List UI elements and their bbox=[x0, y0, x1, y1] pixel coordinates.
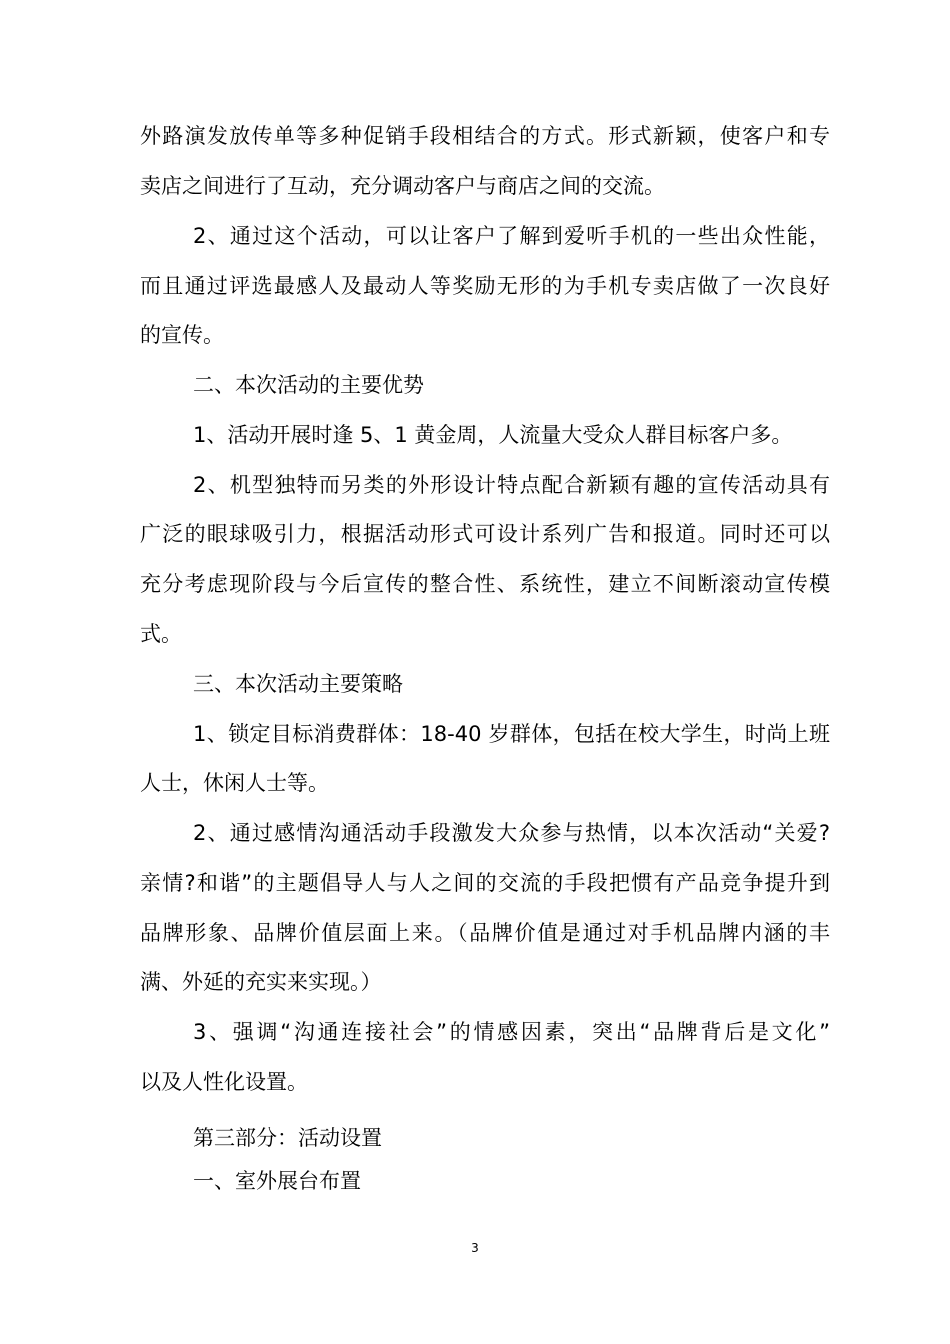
paragraph-start-line: 2、机型独特而另类的外形设计特点配合新颖有趣的宣传活动具有 bbox=[193, 473, 830, 497]
body-line: 卖店之间进行了互动，充分调动客户与商店之间的交流。 bbox=[140, 174, 665, 198]
paragraph-start-line: 1、锁定目标消费群体：18-40 岁群体，包括在校大学生，时尚上班 bbox=[193, 722, 830, 746]
paragraph-start-line: 1、活动开展时逢 5、1 黄金周，人流量大受众人群目标客户多。 bbox=[193, 423, 793, 447]
body-line: 品牌形象、品牌价值层面上来。（品牌价值是通过对手机品牌内涵的丰 bbox=[140, 921, 830, 945]
body-line: 满、外延的充实来实现。） bbox=[140, 970, 382, 994]
section-heading: 三、本次活动主要策略 bbox=[193, 672, 403, 696]
paragraph-start-line: 2、通过这个活动，可以让客户了解到爱听手机的一些出众性能， bbox=[193, 224, 830, 248]
body-line: 外路演发放传单等多种促销手段相结合的方式。形式新颖，使客户和专 bbox=[140, 124, 830, 148]
subsection-heading: 一、室外展台布置 bbox=[193, 1169, 361, 1193]
body-line: 人士，休闲人士等。 bbox=[140, 771, 329, 795]
body-line: 亲情?和谐”的主题倡导人与人之间的交流的手段把惯有产品竞争提升到 bbox=[140, 871, 830, 895]
body-line: 广泛的眼球吸引力，根据活动形式可设计系列广告和报道。同时还可以 bbox=[140, 522, 830, 546]
body-line: 式。 bbox=[140, 622, 182, 646]
section-heading: 二、本次活动的主要优势 bbox=[193, 373, 424, 397]
paragraph-start-line: 3、强调“沟通连接社会”的情感因素，突出“品牌背后是文化” bbox=[193, 1020, 830, 1044]
part-heading: 第三部分：活动设置 bbox=[193, 1126, 382, 1150]
body-line: 充分考虑现阶段与今后宣传的整合性、系统性，建立不间断滚动宣传模 bbox=[140, 572, 830, 596]
page-number: 3 bbox=[471, 1241, 479, 1255]
body-line: 以及人性化设置。 bbox=[140, 1070, 308, 1094]
body-line: 的宣传。 bbox=[140, 323, 224, 347]
body-line: 而且通过评选最感人及最动人等奖励无形的为手机专卖店做了一次良好 bbox=[140, 274, 830, 298]
paragraph-start-line: 2、通过感情沟通活动手段激发大众参与热情，以本次活动“关爱? bbox=[193, 821, 830, 845]
